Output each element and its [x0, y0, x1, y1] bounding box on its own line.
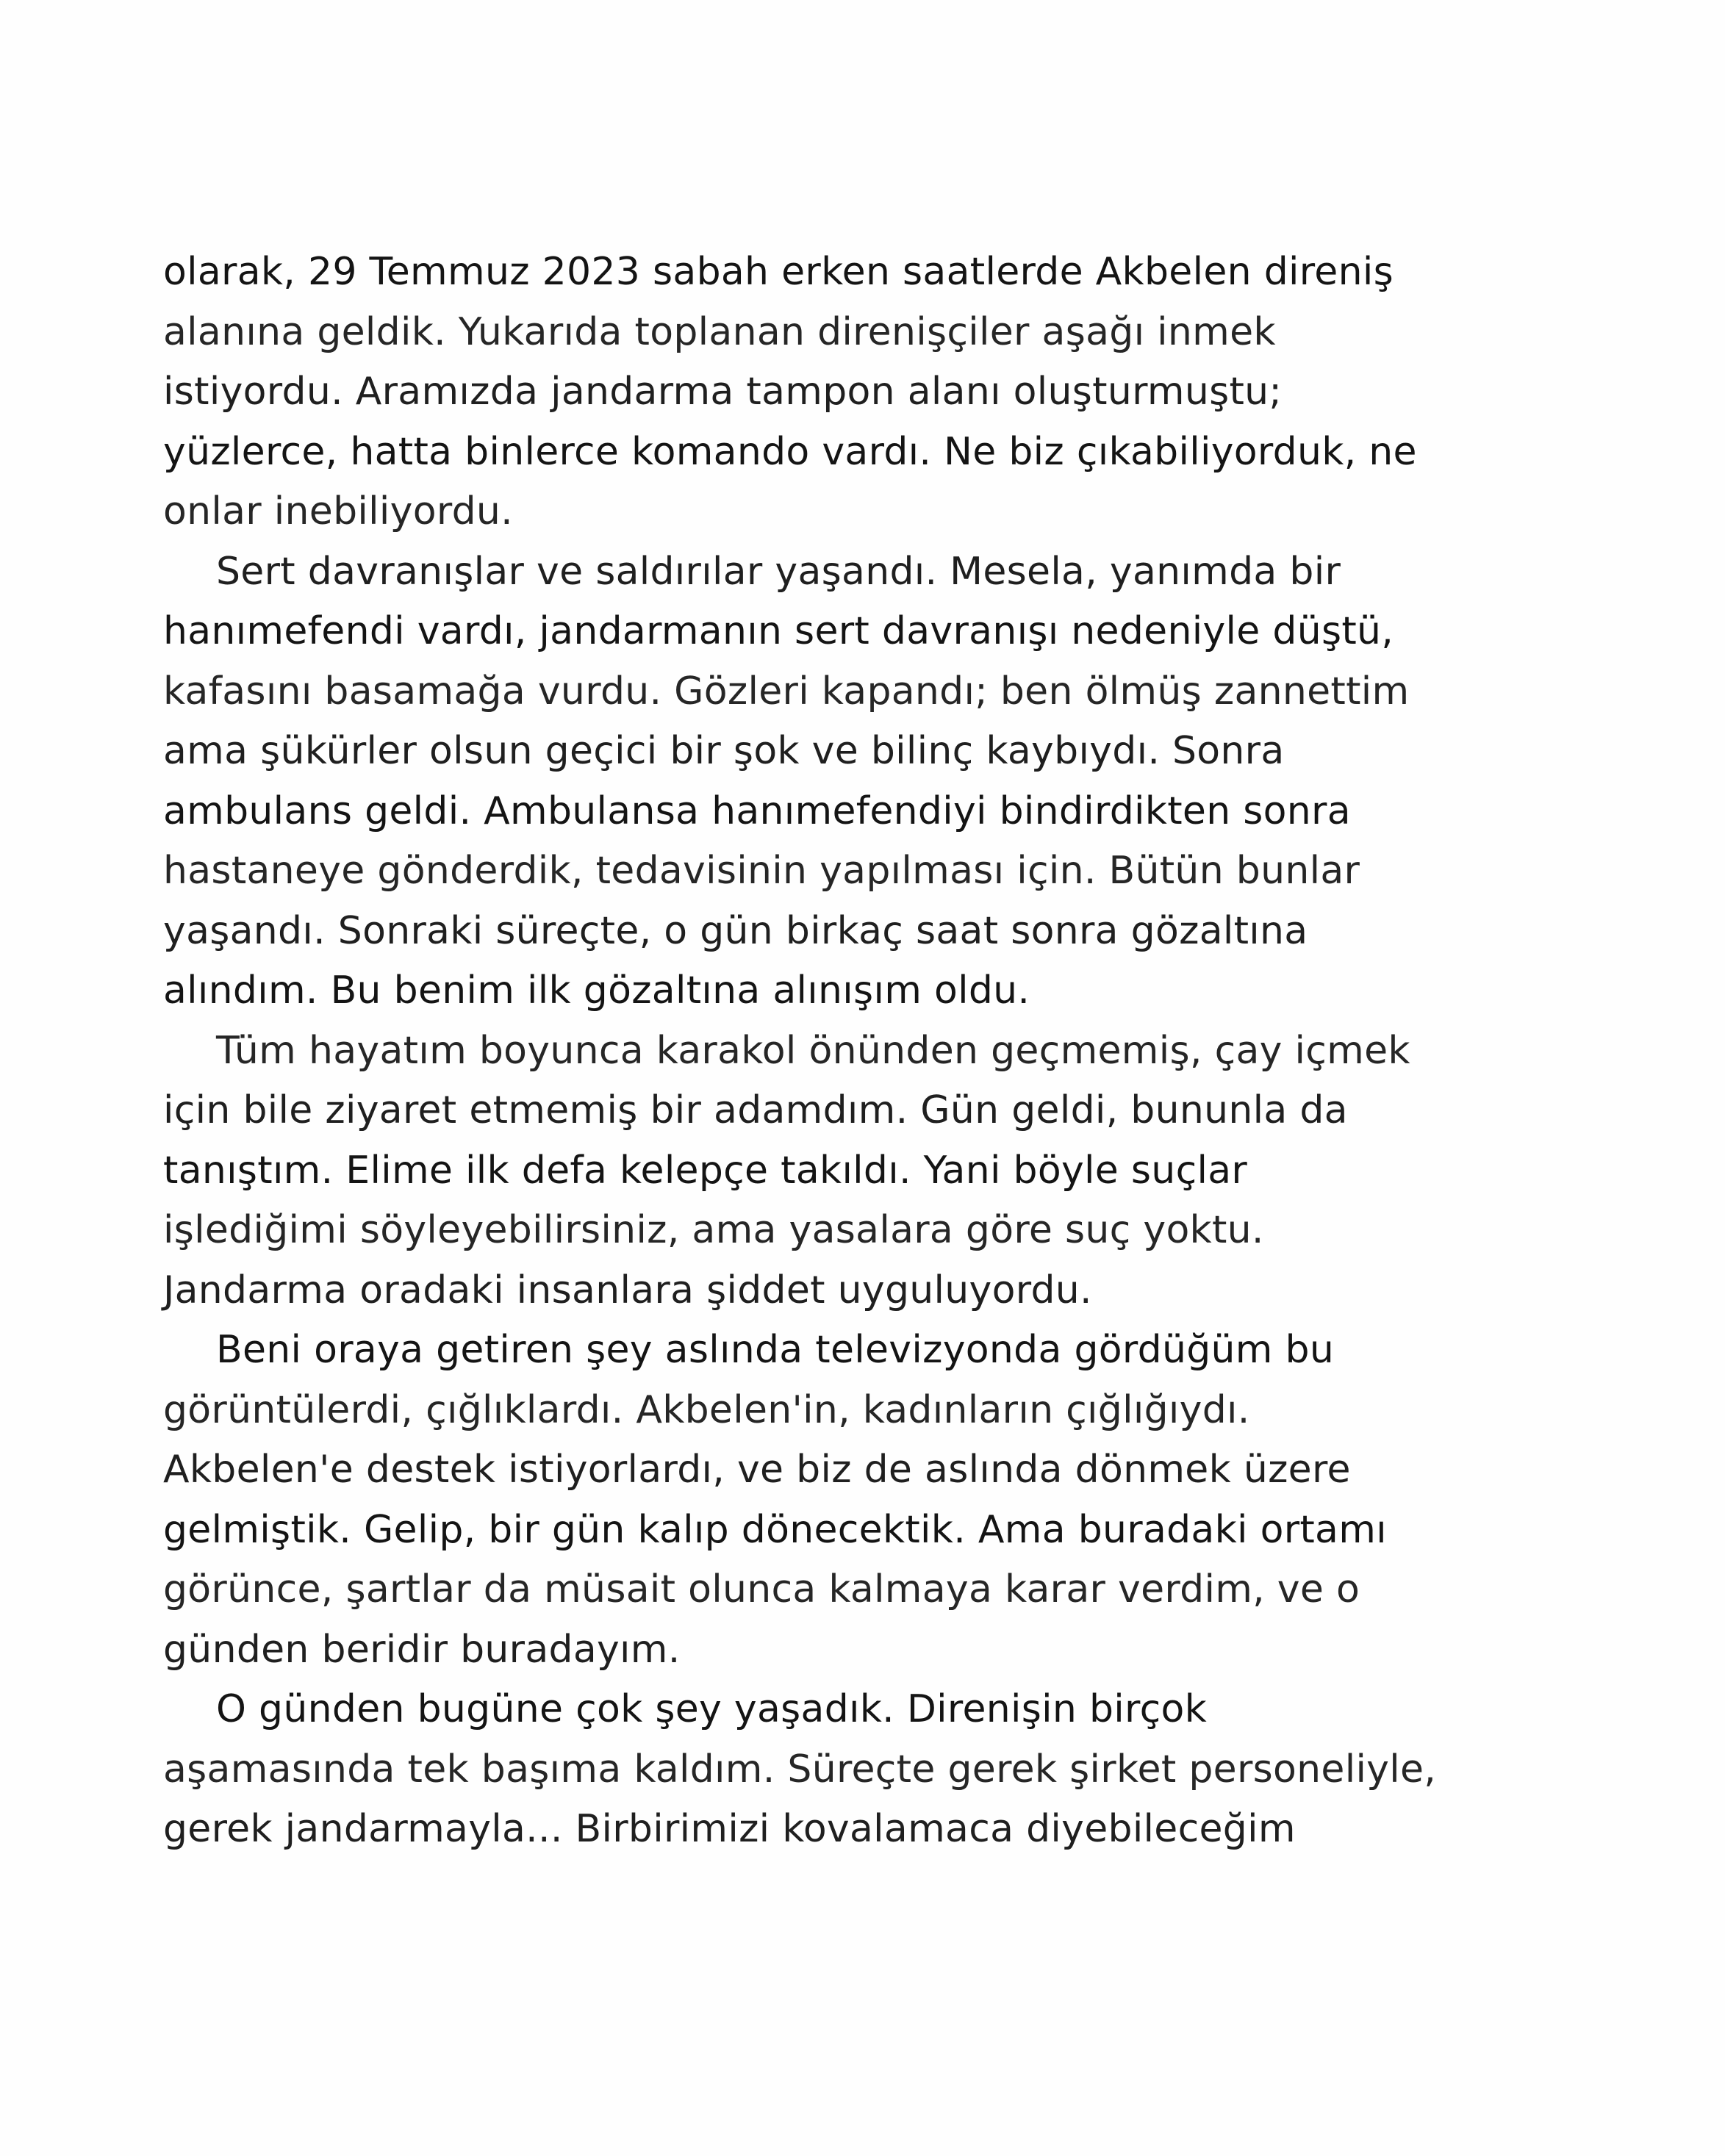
- text-line: O günden bugüne çok şey yaşadık. Direnişin birçok: [216, 1687, 1207, 1731]
- text-line: alanına geldik. Yukarıda toplanan direnişçiler aşağı inmek: [163, 309, 1276, 354]
- text-line: görünce, şartlar da müsait olunca kalmaya karar verdim, ve o: [163, 1567, 1360, 1611]
- text-line: hastaneye gönderdik, tedavisinin yapılması için. Bütün bunlar: [163, 849, 1360, 893]
- text-line: olarak, 29 Temmuz 2023 sabah erken saatlerde Akbelen direniş: [163, 250, 1394, 294]
- text-line: görüntülerdi, çığlıklardı. Akbelen'in, kadınların çığlığıydı.: [163, 1387, 1250, 1432]
- text-line: işlediğimi söyleyebilirsiniz, ama yasalara göre suç yoktu.: [163, 1208, 1264, 1252]
- text-line: günden beridir buradayım.: [163, 1627, 681, 1672]
- text-line: Tüm hayatım boyunca karakol önünden geçmemiş, çay içmek: [216, 1028, 1410, 1073]
- text-line: ambulans geldi. Ambulansa hanımefendiyi bindirdikten sonra: [163, 788, 1351, 833]
- text-line: tanıştım. Elime ilk defa kelepçe takıldı. Yani böyle suçlar: [163, 1148, 1248, 1193]
- text-line: alındım. Bu benim ilk gözaltına alınışım oldu.: [163, 969, 1030, 1013]
- text-line: hanımefendi vardı, jandarmanın sert davranışı nedeniyle düştü,: [163, 609, 1394, 653]
- text-line: yaşandı. Sonraki süreçte, o gün birkaç saat sonra gözaltına: [163, 908, 1308, 953]
- text-line: kafasını basamağa vurdu. Gözleri kapandı; ben ölmüş zannettim: [163, 669, 1410, 714]
- text-line: Jandarma oradaki insanlara şiddet uyguluyordu.: [163, 1268, 1092, 1312]
- text-line: için bile ziyaret etmemiş bir adamdım. Gün geldi, bununla da: [163, 1088, 1348, 1132]
- text-line: Akbelen'e destek istiyorlardı, ve biz de aslında dönmek üzere: [163, 1448, 1351, 1492]
- text-line: gelmiştik. Gelip, bir gün kalıp dönecektik. Ama buradaki ortamı: [163, 1507, 1387, 1552]
- text-line: Beni oraya getiren şey aslında televizyonda gördüğüm bu: [216, 1328, 1335, 1372]
- text-line: istiyordu. Aramızda jandarma tampon alanı oluşturmuştu;: [163, 370, 1283, 414]
- text-line: gerek jandarmayla... Birbirimizi kovalamaca diyebileceğim: [163, 1807, 1296, 1851]
- handwritten-text: [163, 242, 1574, 1860]
- text-line: onlar inebiliyordu.: [163, 489, 513, 533]
- text-line: Sert davranışlar ve saldırılar yaşandı. Mesela, yanımda bir: [216, 549, 1341, 594]
- text-line: aşamasında tek başıma kaldım. Süreçte gerek şirket personeliyle,: [163, 1747, 1437, 1792]
- text-line: ama şükürler olsun geçici bir şok ve bilinç kaybıydı. Sonra: [163, 729, 1285, 773]
- text-line: yüzlerce, hatta binlerce komando vardı. Ne biz çıkabiliyorduk, ne: [163, 429, 1417, 474]
